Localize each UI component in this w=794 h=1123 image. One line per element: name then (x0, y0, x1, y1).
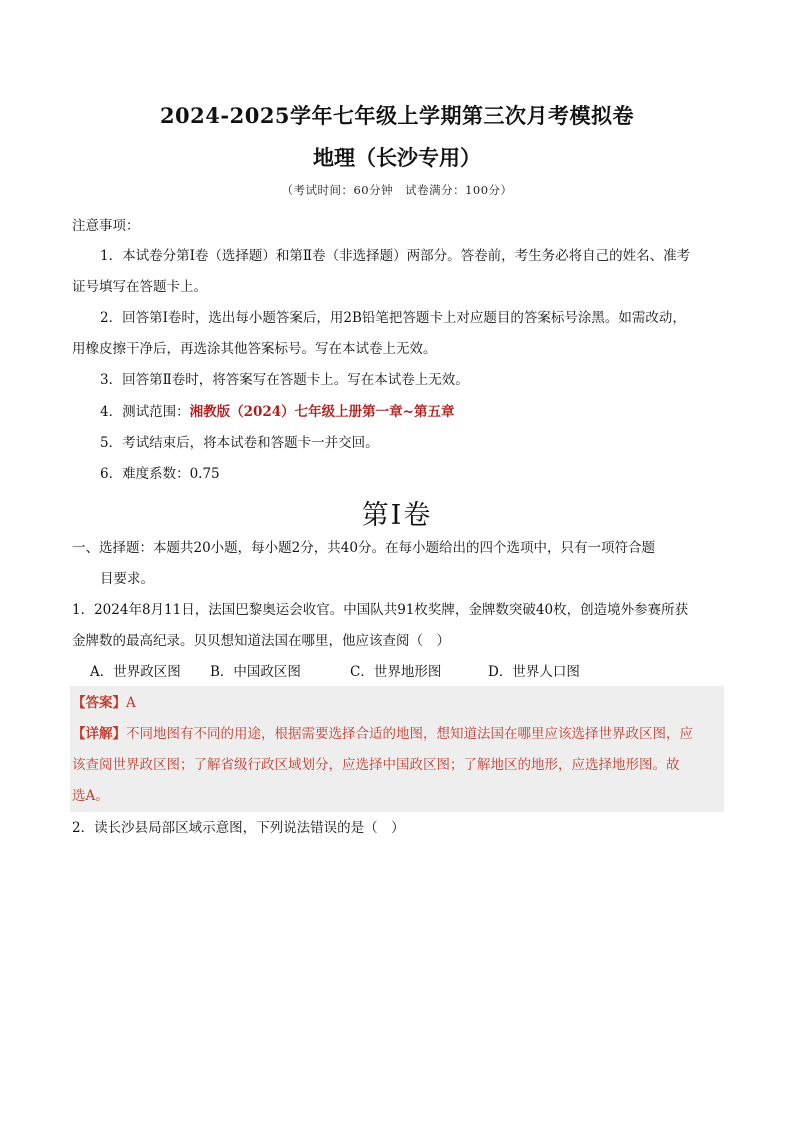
note-item-3: 3．回答第Ⅱ卷时，将答案写在答题卡上。写在本试卷上无效。 (100, 372, 469, 388)
exam-subject-title: 地理（长沙专用） (313, 145, 481, 170)
note-item-1-cont: 证号填写在答题卡上。 (72, 279, 207, 295)
note-item-5: 5．考试结束后，将本试卷和答题卡一并交回。 (100, 435, 379, 451)
question-1-detail-end: 选A。 (72, 788, 109, 804)
question-1-option-a: A．世界政区图 (90, 664, 181, 680)
question-2-figure-placeholder (70, 850, 724, 1090)
test-range: 湘教版（2024）七年级上册第一章~第五章 (189, 404, 455, 420)
question-1-detail (72, 724, 693, 744)
exam-time-score: （考试时间：60分钟 试卷满分：100分） (281, 183, 513, 197)
question-1-stem: 1．2024年8月11日，法国巴黎奥运会收官。中国队共91枚奖牌，金牌数突破40枚，创造境外参赛所获 (72, 602, 689, 618)
answer-value: A (126, 695, 136, 711)
note-item-2: 2．回答第Ⅰ卷时，选出每小题答案后，用2B铅笔把答题卡上对应题目的答案标号涂黑。如需改动， (100, 310, 686, 326)
note-item-6: 6．难度系数：0.75 (100, 466, 220, 482)
section-heading: 一、选择题：本题共20小题，每小题2分，共40分。在每小题给出的四个选项中，只有一项符合题 (72, 540, 655, 556)
notes-heading: 注意事项： (72, 218, 140, 234)
question-1-detail-cont: 该查阅世界政区图；了解省级行政区域划分，应选择中国政区图；了解地区的地形，应选择地形图。故 (72, 757, 680, 773)
note-item-4-prefix: 4．测试范围： (100, 404, 190, 420)
question-1-option-d: D．世界人口图 (488, 664, 580, 680)
question-1-option-b: B．中国政区图 (210, 664, 301, 680)
part-title: 第Ⅰ卷 (361, 500, 433, 531)
note-item-2-cont: 用橡皮擦干净后，再选涂其他答案标号。写在本试卷上无效。 (72, 341, 437, 357)
detail-label: 【详解】 (72, 726, 126, 742)
answer-label: 【答案】 (72, 695, 126, 711)
exam-title: 2024-2025学年七年级上学期第三次月考模拟卷 (159, 103, 635, 128)
question-2-stem: 2．读长沙县局部区域示意图，下列说法错误的是（ ） (72, 820, 405, 836)
detail-text: 不同地图有不同的用途，根据需要选择合适的地图，想知道法国在哪里应该选择世界政区图，应 (126, 726, 693, 742)
note-item-1: 1．本试卷分第Ⅰ卷（选择题）和第Ⅱ卷（非选择题）两部分。答卷前，考生务必将自己的姓名、准考 (100, 248, 691, 264)
question-1-option-c: C．世界地形图 (350, 664, 442, 680)
answer-panel (70, 686, 724, 812)
question-1-answer (72, 693, 136, 713)
question-1-stem-cont: 金牌数的最高纪录。贝贝想知道法国在哪里，他应该查阅（ ） (72, 633, 450, 649)
note-item-4 (100, 402, 454, 422)
section-heading-cont: 目要求。 (100, 571, 154, 587)
